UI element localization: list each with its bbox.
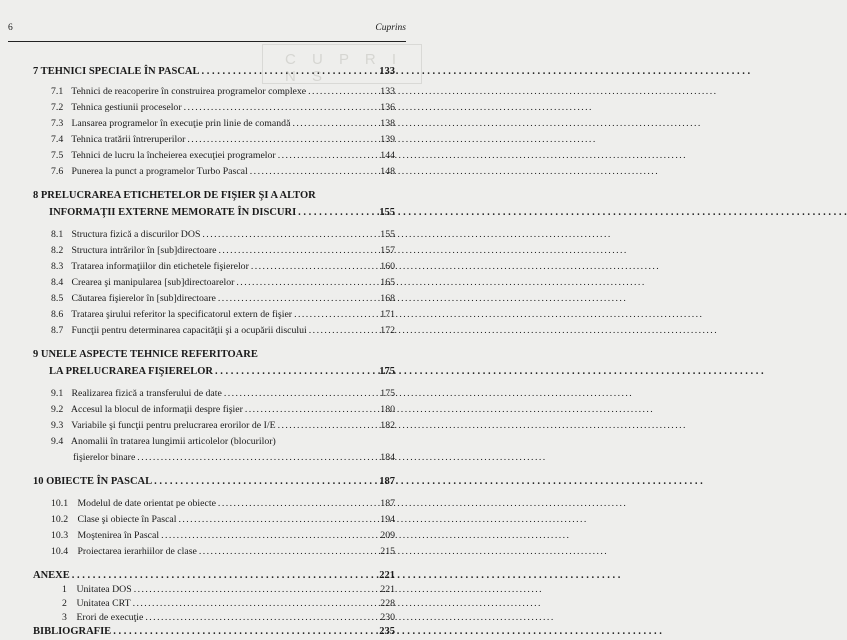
entry-number: 7.3 [51, 118, 64, 129]
entry-number: 9.4 [51, 436, 64, 447]
entry-number: 3 [62, 612, 67, 623]
toc-entry [0, 530, 414, 541]
entry-number: 7.1 [51, 86, 64, 97]
entry-title: Clase şi obiecte în Pascal [77, 514, 177, 525]
toc-chapter-8 [0, 207, 414, 218]
toc-entry [0, 261, 414, 272]
chapter-title: 10 OBIECTE ÎN PASCAL [33, 476, 153, 487]
entry-title: Tratarea informaţiilor din etichetele fişierelor [71, 261, 249, 272]
entry-page: 155 [380, 229, 395, 240]
toc-entry [0, 584, 414, 595]
toc-chapter-10 [0, 476, 414, 487]
chapter-title: ANEXE [33, 570, 70, 581]
toc-entry [0, 150, 414, 161]
page-number: 6 [8, 23, 13, 33]
chapter-title: INFORMAŢII EXTERNE MEMORATE ÎN DISCURI [49, 207, 297, 218]
toc-entry [0, 546, 414, 557]
toc-entry [0, 102, 414, 113]
entry-page: 172 [380, 325, 395, 336]
entry-number: 7.6 [51, 166, 64, 177]
entry-title: Punerea la punct a programelor Turbo Pascal [71, 166, 248, 177]
entry-title: Erori de execuţie [76, 612, 144, 623]
entry-page: 133 [380, 86, 395, 97]
entry-title: Modelul de date orientat pe obiecte [77, 498, 216, 509]
entry-page: 138 [380, 118, 395, 129]
entry-page: 184 [380, 452, 395, 463]
entry-page: 228 [380, 598, 395, 609]
entry-title: Căutarea fişierelor în [sub]directoare [71, 293, 216, 304]
entry-number: 9.2 [51, 404, 64, 415]
entry-title: Accesul la blocul de informaţii despre fişier [70, 404, 243, 415]
entry-number: 10.2 [51, 514, 69, 525]
entry-page: 160 [380, 261, 395, 272]
entry-page: 165 [380, 277, 395, 288]
entry-number: 8.1 [51, 229, 64, 240]
toc-bibliografie [0, 626, 414, 637]
entry-title: fişierelor binare [73, 452, 136, 463]
entry-page: 221 [380, 584, 395, 595]
toc-entry [0, 166, 414, 177]
entry-title: Tehnici de reacoperire în construirea programelor complexe [71, 86, 307, 97]
entry-number: 2 [62, 598, 67, 609]
entry-title: Realizarea fizică a transferului de date [71, 388, 222, 399]
toc-entry [0, 293, 414, 304]
toc-anexe [0, 570, 414, 581]
entry-page: 182 [380, 420, 395, 431]
entry-title: Structura intrărilor în [sub]directoare [71, 245, 217, 256]
chapter-page: 155 [379, 207, 395, 218]
entry-title: Moştenirea în Pascal [77, 530, 160, 541]
entry-number: 10.4 [51, 546, 69, 557]
entry-number: 8.4 [51, 277, 64, 288]
entry-title: Tehnica tratării întreruperilor [71, 134, 186, 145]
entry-page: 209 [380, 530, 395, 541]
entry-title: Anomalii în tratarea lungimii articolelor (blocurilor) [70, 436, 276, 447]
toc-entry [0, 118, 414, 129]
toc-entry [0, 452, 414, 463]
chapter-title: LA PRELUCRAREA FIŞIERELOR [49, 366, 213, 377]
entry-number: 8.2 [51, 245, 64, 256]
chapter-page: 133 [379, 66, 395, 77]
entry-number: 7.5 [51, 150, 64, 161]
entry-page: 175 [380, 388, 395, 399]
entry-number: 10.3 [51, 530, 69, 541]
entry-title: Crearea şi manipularea [sub]directoarelor [71, 277, 235, 288]
toc-entry [0, 612, 414, 623]
chapter-title: BIBLIOGRAFIE [33, 626, 112, 637]
entry-title: Tehnica gestiunii proceselor [71, 102, 182, 113]
entry-page: 139 [380, 134, 395, 145]
entry-title: Tratarea şirului referitor la specificatorul extern de fişier [71, 309, 293, 320]
chapter-title-line: 9 UNELE ASPECTE TEHNICE REFERITOARE [33, 349, 258, 360]
entry-title: Lansarea programelor în execuţie prin linie de comandă [71, 118, 291, 129]
toc-entry [0, 229, 414, 240]
bleed-through-watermark: C U P R I N S [262, 44, 422, 84]
entry-title: Unitatea CRT [76, 598, 131, 609]
entry-title: Structura fizică a discurilor DOS [71, 229, 201, 240]
toc-entry [0, 598, 414, 609]
entry-number: 9.3 [51, 420, 64, 431]
entry-page: 157 [380, 245, 395, 256]
toc-entry [0, 245, 414, 256]
toc-entry [0, 86, 414, 97]
entry-title: Unitatea DOS [76, 584, 132, 595]
entry-page: 171 [380, 309, 395, 320]
entry-number: 10.1 [51, 498, 69, 509]
entry-page: 168 [380, 293, 395, 304]
entry-number: 1 [62, 584, 67, 595]
chapter-title-line: 8 PRELUCRAREA ETICHETELOR DE FIŞIER ŞI A ALTOR [33, 190, 316, 201]
entry-number: 8.7 [51, 325, 64, 336]
chapter-page: 221 [379, 570, 395, 581]
chapter-page: 187 [379, 476, 395, 487]
toc-chapter-9 [0, 366, 414, 377]
toc-chapter-7 [0, 66, 414, 77]
toc-entry [0, 309, 414, 320]
entry-number: 9.1 [51, 388, 64, 399]
entry-number: 7.4 [51, 134, 64, 145]
toc-entry-wrapped [51, 436, 276, 447]
entry-title: Variabile şi funcţii pentru prelucrarea erorilor de I/E [71, 420, 276, 431]
toc-entry [0, 420, 414, 431]
page-header [8, 23, 406, 37]
entry-number: 8.6 [51, 309, 64, 320]
toc-entry [0, 277, 414, 288]
header-rule [8, 41, 406, 42]
toc-entry [0, 134, 414, 145]
entry-page: 144 [380, 150, 395, 161]
toc-entry [0, 514, 414, 525]
book-page [0, 0, 414, 640]
entry-page: 215 [380, 546, 395, 557]
entry-title: Proiectarea ierarhiilor de clase [77, 546, 197, 557]
entry-number: 8.5 [51, 293, 64, 304]
running-title: Cuprins [375, 23, 406, 33]
chapter-page: 175 [379, 366, 395, 377]
entry-page: 187 [380, 498, 395, 509]
toc-entry [0, 325, 414, 336]
entry-title: Funcţii pentru determinarea capacităţii şi a ocupării discului [71, 325, 307, 336]
toc-entry [0, 404, 414, 415]
entry-page: 136 [380, 102, 395, 113]
toc-entry [0, 388, 414, 399]
entry-page: 180 [380, 404, 395, 415]
entry-number: 8.3 [51, 261, 64, 272]
entry-title: Tehnici de lucru la încheierea execuţiei programelor [71, 150, 276, 161]
chapter-page: 235 [379, 626, 395, 637]
entry-page: 148 [380, 166, 395, 177]
entry-number: 7.2 [51, 102, 64, 113]
toc-entry [0, 498, 414, 509]
chapter-title: 7 TEHNICI SPECIALE ÎN PASCAL [33, 66, 200, 77]
entry-page: 230 [380, 612, 395, 623]
entry-page: 194 [380, 514, 395, 525]
